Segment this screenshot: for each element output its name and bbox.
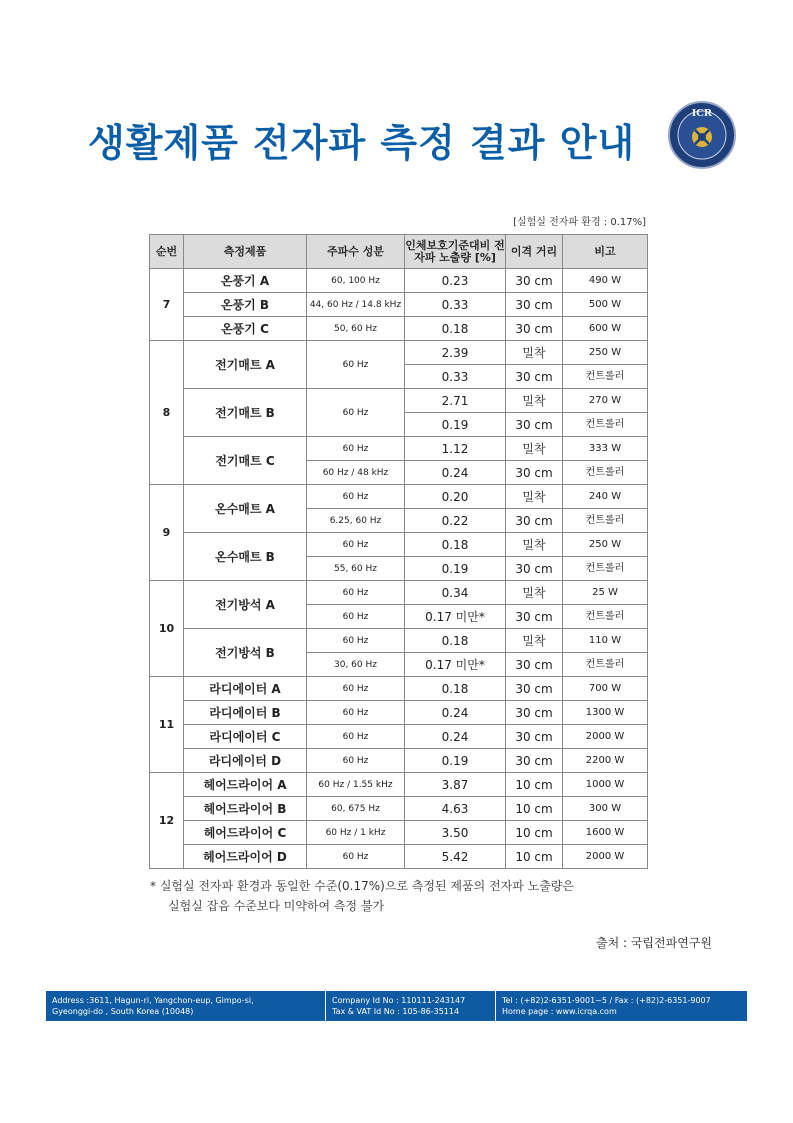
footer-address	[46, 991, 326, 1021]
group-number: 8	[150, 341, 184, 485]
frequency: 60 Hz / 1 kHz	[307, 821, 405, 845]
frequency: 55, 60 Hz	[307, 557, 405, 581]
col-header-no: 순번	[150, 235, 184, 269]
page-title: 생활제품 전자파 측정 결과 안내	[88, 121, 636, 165]
distance: 30 cm	[506, 677, 563, 701]
note: 컨트롤러	[563, 653, 648, 677]
svg-text:ICR: ICR	[691, 107, 713, 119]
distance: 밀착	[506, 389, 563, 413]
distance: 밀착	[506, 341, 563, 365]
footer-bar	[46, 991, 747, 1021]
exposure-value: 0.19	[405, 749, 506, 773]
note: 600 W	[563, 317, 648, 341]
product-name: 온풍기 B	[184, 293, 307, 317]
table-row	[150, 317, 648, 341]
company-id: Company Id No : 110111-243147	[332, 996, 466, 1005]
note: 300 W	[563, 797, 648, 821]
exposure-value: 5.42	[405, 845, 506, 869]
distance: 30 cm	[506, 293, 563, 317]
exposure-value: 0.24	[405, 725, 506, 749]
lab-environment-label: [실험실 전자파 환경 : 0.17%]	[513, 217, 646, 228]
note: 240 W	[563, 485, 648, 509]
group-number: 7	[150, 269, 184, 341]
distance: 10 cm	[506, 797, 563, 821]
distance: 30 cm	[506, 269, 563, 293]
table-row	[150, 629, 648, 653]
exposure-value: 0.24	[405, 461, 506, 485]
frequency: 60 Hz	[307, 629, 405, 653]
note: 컨트롤러	[563, 365, 648, 389]
exposure-value: 0.33	[405, 293, 506, 317]
product-name: 전기매트 C	[184, 437, 307, 485]
table-row	[150, 533, 648, 557]
table-row	[150, 677, 648, 701]
frequency: 60 Hz	[307, 701, 405, 725]
exposure-value: 0.18	[405, 317, 506, 341]
distance: 밀착	[506, 533, 563, 557]
col-header-product: 측정제품	[184, 235, 307, 269]
table-row	[150, 437, 648, 461]
exposure-value: 3.87	[405, 773, 506, 797]
product-name: 온수매트 A	[184, 485, 307, 533]
note: 250 W	[563, 341, 648, 365]
table-header-row	[150, 235, 648, 269]
distance: 30 cm	[506, 317, 563, 341]
frequency: 60 Hz	[307, 389, 405, 437]
note: 25 W	[563, 581, 648, 605]
product-name: 온풍기 A	[184, 269, 307, 293]
product-name: 전기매트 B	[184, 389, 307, 437]
col-header-note: 비고	[563, 235, 648, 269]
frequency: 60 Hz	[307, 749, 405, 773]
exposure-value: 0.18	[405, 629, 506, 653]
product-name: 헤어드라이어 D	[184, 845, 307, 869]
distance: 10 cm	[506, 845, 563, 869]
table-row	[150, 725, 648, 749]
note: 333 W	[563, 437, 648, 461]
frequency: 30, 60 Hz	[307, 653, 405, 677]
note: 2200 W	[563, 749, 648, 773]
product-name: 라디에이터 C	[184, 725, 307, 749]
col-header-distance: 이격 거리	[506, 235, 563, 269]
distance: 밀착	[506, 437, 563, 461]
exposure-value: 0.19	[405, 557, 506, 581]
address-line-2: Gyeonggi-do , South Korea (10048)	[52, 1007, 194, 1016]
measurement-table	[149, 234, 648, 869]
frequency: 60 Hz	[307, 437, 405, 461]
table-row	[150, 701, 648, 725]
group-number: 11	[150, 677, 184, 773]
address-line-1: Address :3611, Hagun-ri, Yangchon-eup, Gimpo-si,	[52, 996, 254, 1005]
distance: 10 cm	[506, 773, 563, 797]
frequency: 60, 100 Hz	[307, 269, 405, 293]
exposure-value: 0.18	[405, 677, 506, 701]
exposure-value: 0.19	[405, 413, 506, 437]
note: 컨트롤러	[563, 509, 648, 533]
distance: 30 cm	[506, 413, 563, 437]
product-name: 전기방석 A	[184, 581, 307, 629]
product-name: 라디에이터 A	[184, 677, 307, 701]
frequency: 60 Hz	[307, 341, 405, 389]
footnote-line-2: 실험실 잡음 수준보다 미약하여 측정 불가	[168, 899, 385, 913]
frequency: 60 Hz / 1.55 kHz	[307, 773, 405, 797]
footer-contact	[496, 991, 747, 1021]
exposure-value: 0.17 미만*	[405, 653, 506, 677]
product-name: 헤어드라이어 A	[184, 773, 307, 797]
footer-company	[326, 991, 496, 1021]
note: 2000 W	[563, 725, 648, 749]
table-row	[150, 773, 648, 797]
exposure-value: 0.23	[405, 269, 506, 293]
product-name: 온수매트 B	[184, 533, 307, 581]
distance: 30 cm	[506, 509, 563, 533]
frequency: 50, 60 Hz	[307, 317, 405, 341]
source-label: 출처 : 국립전파연구원	[595, 936, 712, 950]
table-row	[150, 749, 648, 773]
product-name: 전기매트 A	[184, 341, 307, 389]
frequency: 60 Hz	[307, 845, 405, 869]
product-name: 전기방석 B	[184, 629, 307, 677]
table-row	[150, 581, 648, 605]
exposure-value: 0.34	[405, 581, 506, 605]
exposure-value: 2.39	[405, 341, 506, 365]
note: 110 W	[563, 629, 648, 653]
distance: 30 cm	[506, 701, 563, 725]
exposure-value: 4.63	[405, 797, 506, 821]
distance: 30 cm	[506, 605, 563, 629]
table-row	[150, 389, 648, 413]
frequency: 60 Hz	[307, 725, 405, 749]
exposure-value: 1.12	[405, 437, 506, 461]
table-row	[150, 821, 648, 845]
table-row	[150, 269, 648, 293]
distance: 10 cm	[506, 821, 563, 845]
frequency: 60 Hz	[307, 677, 405, 701]
product-name: 라디에이터 D	[184, 749, 307, 773]
exposure-value: 0.18	[405, 533, 506, 557]
distance: 30 cm	[506, 725, 563, 749]
product-name: 헤어드라이어 B	[184, 797, 307, 821]
product-name: 라디에이터 B	[184, 701, 307, 725]
tax-id: Tax & VAT Id No : 105-86-35114	[332, 1007, 460, 1016]
note: 270 W	[563, 389, 648, 413]
exposure-value: 0.24	[405, 701, 506, 725]
note: 1000 W	[563, 773, 648, 797]
frequency: 60 Hz / 48 kHz	[307, 461, 405, 485]
note: 컨트롤러	[563, 413, 648, 437]
note: 700 W	[563, 677, 648, 701]
distance: 밀착	[506, 485, 563, 509]
exposure-value: 3.50	[405, 821, 506, 845]
distance: 30 cm	[506, 557, 563, 581]
distance: 30 cm	[506, 461, 563, 485]
distance: 30 cm	[506, 653, 563, 677]
table-row	[150, 293, 648, 317]
exposure-value: 0.17 미만*	[405, 605, 506, 629]
table-row	[150, 797, 648, 821]
group-number: 9	[150, 485, 184, 581]
exposure-value: 2.71	[405, 389, 506, 413]
note: 1300 W	[563, 701, 648, 725]
exposure-value: 0.22	[405, 509, 506, 533]
distance: 30 cm	[506, 365, 563, 389]
frequency: 60 Hz	[307, 581, 405, 605]
table-row	[150, 485, 648, 509]
frequency: 60 Hz	[307, 485, 405, 509]
footnote-line-1: * 실험실 전자파 환경과 동일한 수준(0.17%)으로 측정된 제품의 전자파 노출량은	[150, 879, 574, 893]
distance: 밀착	[506, 581, 563, 605]
tel-fax: Tel : (+82)2-6351-9001~5 / Fax : (+82)2-6351-9007	[502, 996, 711, 1005]
homepage-link[interactable]: Home page : www.icrqa.com	[502, 1007, 617, 1016]
group-number: 12	[150, 773, 184, 869]
product-name: 온풍기 C	[184, 317, 307, 341]
col-header-exposure: 인체보호기준대비 전자파 노출량 [%]	[405, 235, 506, 269]
note: 컨트롤러	[563, 605, 648, 629]
frequency: 60 Hz	[307, 605, 405, 629]
product-name: 헤어드라이어 C	[184, 821, 307, 845]
note: 컨트롤러	[563, 557, 648, 581]
note: 250 W	[563, 533, 648, 557]
note: 500 W	[563, 293, 648, 317]
frequency: 60 Hz	[307, 533, 405, 557]
col-header-frequency: 주파수 성분	[307, 235, 405, 269]
note: 컨트롤러	[563, 461, 648, 485]
group-number: 10	[150, 581, 184, 677]
note: 1600 W	[563, 821, 648, 845]
distance: 밀착	[506, 629, 563, 653]
footnote	[150, 876, 574, 916]
note: 490 W	[563, 269, 648, 293]
table-row	[150, 341, 648, 365]
icr-logo-icon	[667, 100, 737, 170]
distance: 30 cm	[506, 749, 563, 773]
note: 2000 W	[563, 845, 648, 869]
exposure-value: 0.20	[405, 485, 506, 509]
frequency: 6.25, 60 Hz	[307, 509, 405, 533]
exposure-value: 0.33	[405, 365, 506, 389]
frequency: 44, 60 Hz / 14.8 kHz	[307, 293, 405, 317]
table-row	[150, 845, 648, 869]
frequency: 60, 675 Hz	[307, 797, 405, 821]
